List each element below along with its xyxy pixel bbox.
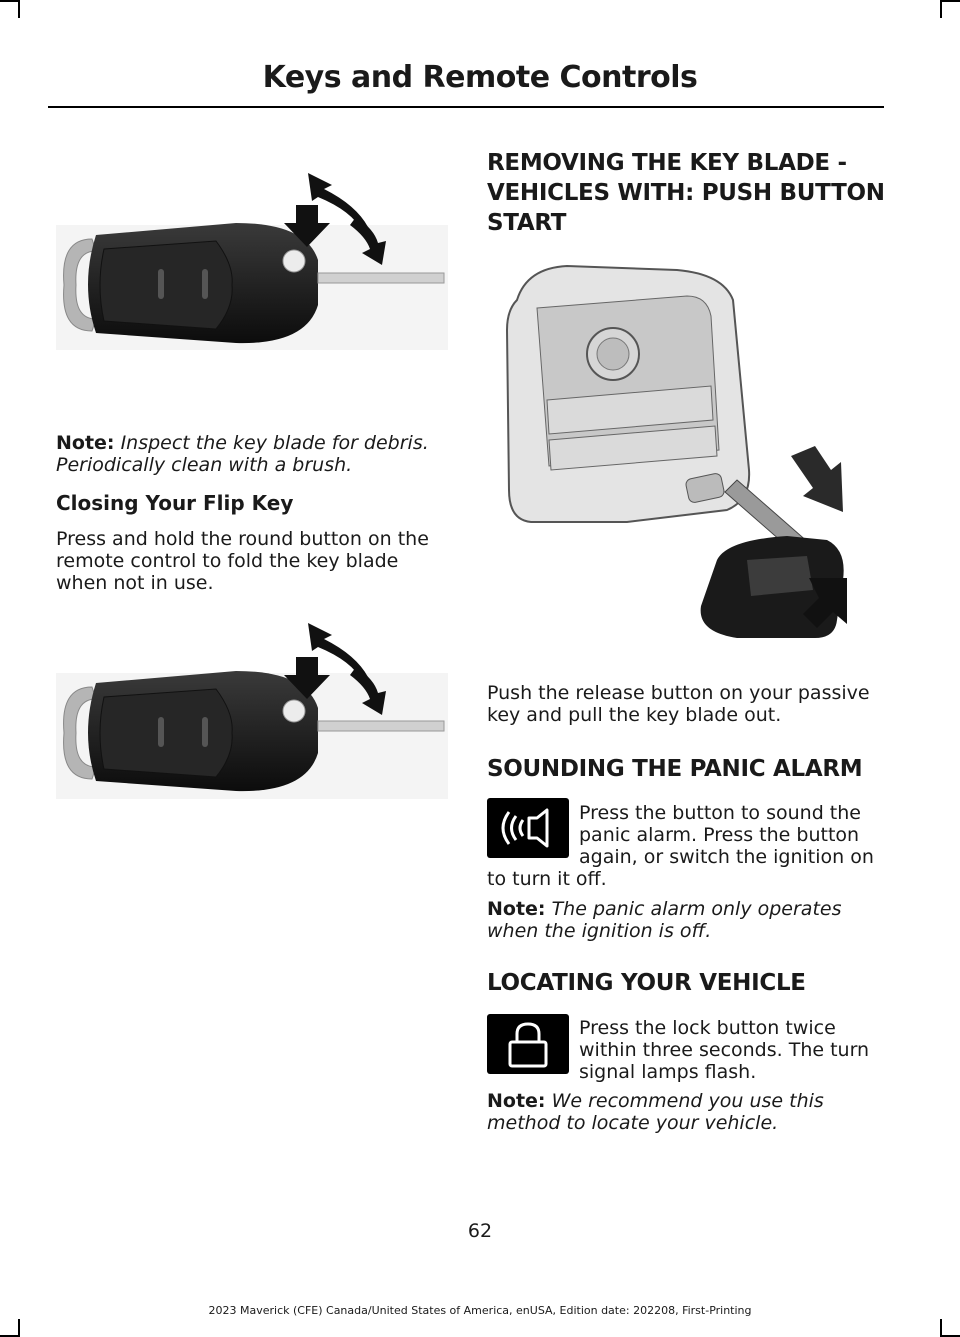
- removing-key-blade-heading: REMOVING THE KEY BLADE - VEHICLES WITH: PUSH BUTTON START: [487, 150, 885, 236]
- note-panic-alarm: Note: The panic alarm only operates when the ignition is off.: [487, 898, 842, 942]
- removing-key-blade-text: Push the release button on your passive key and pull the key blade out.: [487, 682, 870, 726]
- edition-footer: 2023 Maverick (CFE) Canada/United States of America, enUSA, Edition date: 202208, First-Printing: [208, 1304, 752, 1317]
- flip-key-open-figure: [56, 165, 448, 360]
- page-title: Keys and Remote Controls: [262, 60, 698, 95]
- crop-mark: [942, 0, 960, 2]
- note-inspect: Note: Inspect the key blade for debris. Periodically clean with a brush.: [56, 432, 429, 476]
- closing-flip-key-heading: Closing Your Flip Key: [56, 491, 294, 515]
- crop-mark: [940, 1319, 942, 1337]
- closing-flip-key-text: Press and hold the round button on the remote control to fold the key blade when not in use.: [56, 528, 429, 594]
- passive-key-figure: [487, 260, 885, 658]
- panic-alarm-icon: [487, 798, 569, 858]
- locating-vehicle-text: Press the lock button twice within three seconds. The turn signal lamps flash.: [579, 1017, 870, 1083]
- crop-mark: [0, 0, 18, 2]
- note-locating-vehicle: Note: We recommend you use this method to locate your vehicle.: [487, 1090, 824, 1134]
- header-rule: [48, 106, 884, 108]
- flip-key-close-figure: [56, 617, 448, 805]
- panic-alarm-heading: SOUNDING THE PANIC ALARM: [487, 756, 863, 782]
- crop-mark: [18, 1319, 20, 1337]
- panic-alarm-text-continued: to turn it off.: [487, 868, 607, 890]
- locating-vehicle-heading: LOCATING YOUR VEHICLE: [487, 970, 806, 996]
- page-number: 62: [467, 1220, 493, 1242]
- crop-mark: [940, 0, 942, 18]
- crop-mark: [18, 0, 20, 18]
- lock-icon: [487, 1014, 569, 1074]
- panic-alarm-text: Press the button to sound the panic alarm. Press the button again, or switch the ignition on: [579, 802, 874, 868]
